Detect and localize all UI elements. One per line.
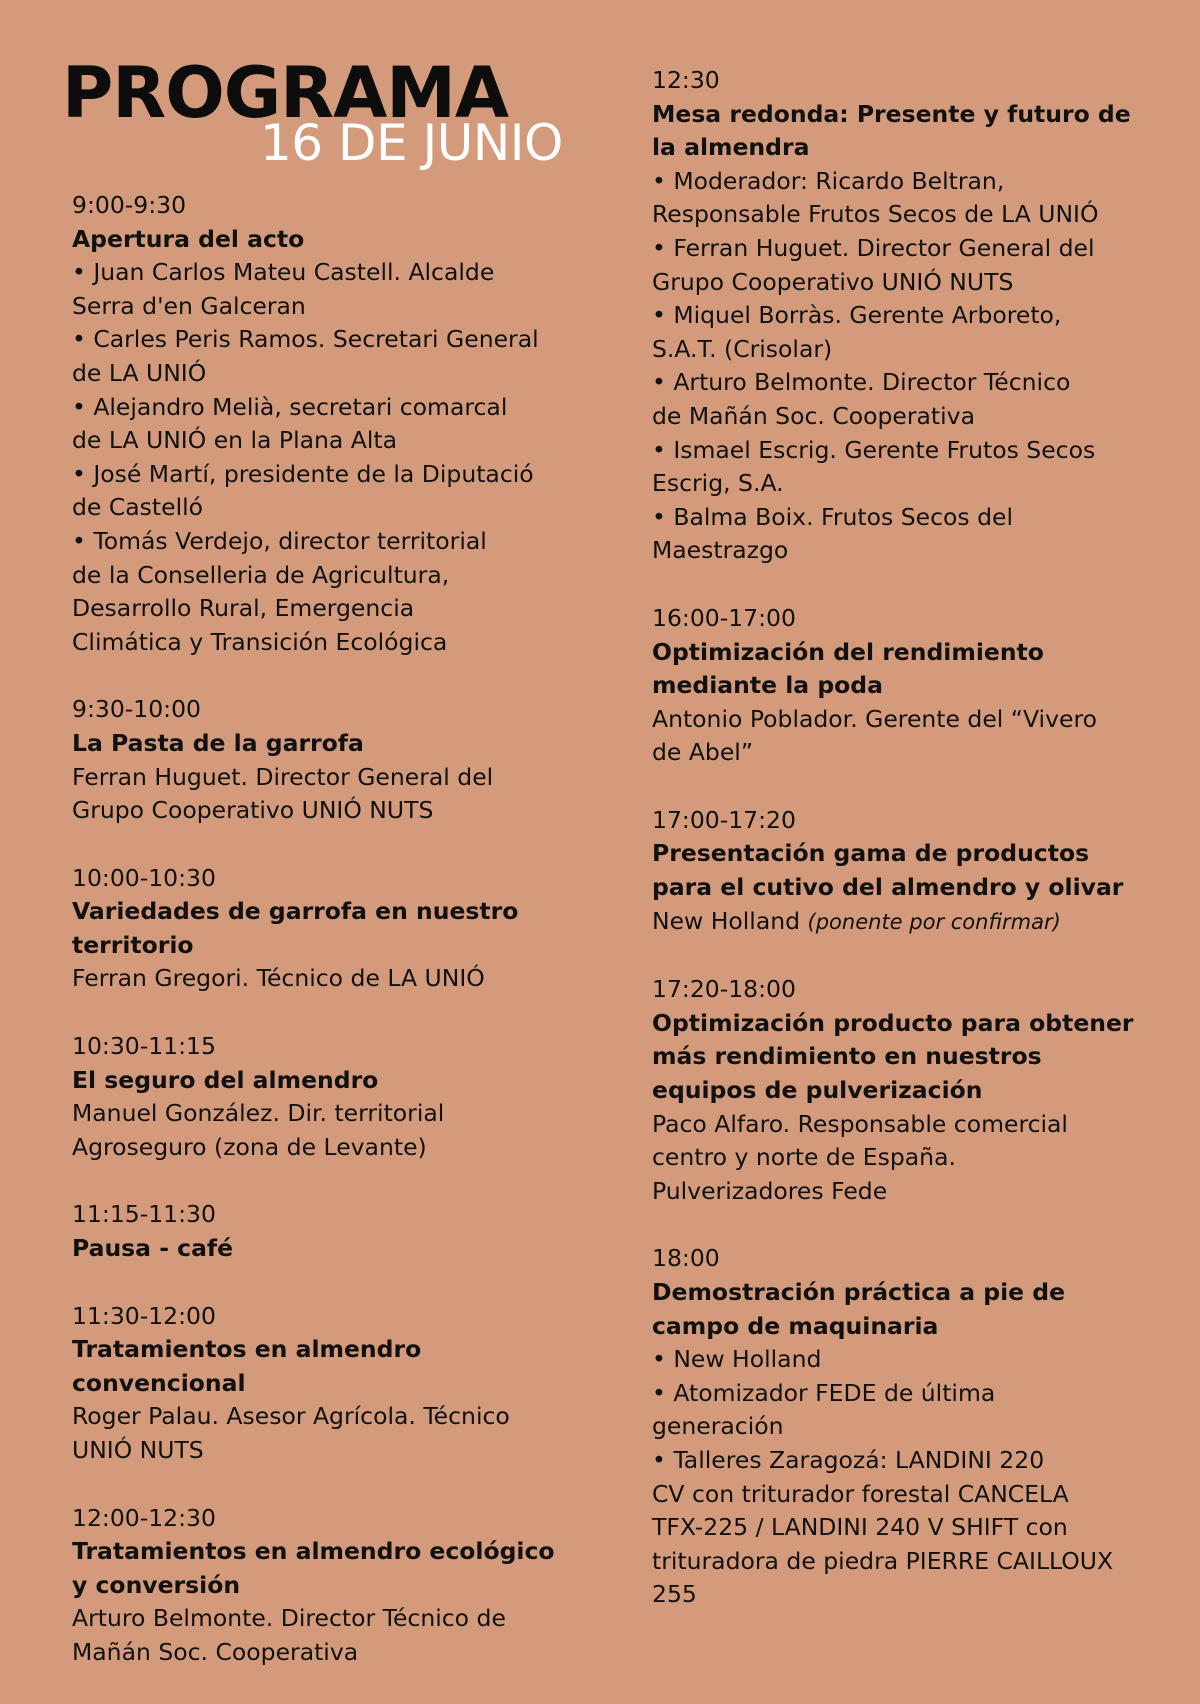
session-line: • Talleres Zaragozá: LANDINI 220 (652, 1445, 1045, 1474)
session-line: • Atomizador FEDE de última (652, 1378, 996, 1407)
session-title: La Pasta de la garrofa (72, 728, 364, 757)
session-line: Agroseguro (zona de Levante) (72, 1132, 427, 1161)
right-column (652, 64, 1192, 1646)
session-time: 12:30 (652, 66, 720, 94)
session-pulverizacion (652, 973, 1192, 1208)
session-line: • Juan Carlos Mateu Castell. Alcalde (72, 258, 495, 287)
speaker-note: (ponente por confirmar) (807, 909, 1061, 934)
session-presentacion-gama (652, 804, 1192, 939)
session-time: 10:00-10:30 (72, 863, 216, 892)
session-title: más rendimiento en nuestros (652, 1042, 1042, 1071)
session-line: Pulverizadores Fede (652, 1176, 888, 1205)
session-line: Ferran Gregori. Técnico de LA UNIÓ (72, 964, 485, 993)
session-time: 16:00-17:00 (652, 603, 796, 632)
session-title: territorio (72, 930, 194, 959)
session-line: • Tomás Verdejo, director territorial (72, 526, 487, 555)
session-line: • New Holland (652, 1345, 822, 1374)
session-title: Mesa redonda: Presente y futuro de (652, 99, 1131, 128)
session-variedades-garrofa (72, 862, 592, 996)
session-title: Tratamientos en almendro (72, 1335, 422, 1364)
session-time: 12:00-12:30 (72, 1503, 216, 1532)
event-date: 16 DE JUNIO (260, 114, 563, 172)
session-line: TFX-225 / LANDINI 240 V SHIFT con (652, 1513, 1068, 1542)
session-time: 11:30-12:00 (72, 1301, 216, 1330)
session-tratamientos-ecologico (72, 1502, 592, 1670)
session-line: Manuel González. Dir. territorial (72, 1099, 445, 1128)
session-line: • Moderador: Ricardo Beltran, (652, 166, 1005, 195)
session-title: Demostración práctica a pie de (652, 1278, 1066, 1306)
session-title: mediante la poda (652, 671, 883, 700)
session-line: • José Martí, presidente de la Diputació (72, 459, 534, 488)
session-line: Maestrazgo (652, 536, 789, 565)
session-line: Responsable Frutos Secos de LA UNIÓ (652, 200, 1099, 229)
session-line: • Ismael Escrig. Gerente Frutos Secos (652, 435, 1096, 464)
session-tratamientos-convencional (72, 1300, 592, 1468)
session-line: de LA UNIÓ en la Plana Alta (72, 426, 398, 455)
session-line: Climática y Transición Ecológica (72, 627, 448, 656)
session-line: de la Conselleria de Agricultura, (72, 560, 450, 589)
session-time: 17:20-18:00 (652, 975, 796, 1004)
session-line: • Balma Boix. Frutos Secos del (652, 502, 1013, 531)
session-line: Serra d'en Galceran (72, 291, 306, 320)
session-line: Grupo Cooperativo UNIÓ NUTS (652, 267, 1014, 296)
session-title: equipos de pulverización (652, 1076, 983, 1105)
session-poda (652, 602, 1192, 770)
session-demostracion (652, 1242, 1192, 1612)
session-line: trituradora de piedra PIERRE CAILLOUX (652, 1546, 1114, 1575)
session-title: Apertura del acto (72, 224, 305, 253)
session-line: • Miquel Borràs. Gerente Arboreto, (652, 301, 1062, 330)
session-title: El seguro del almendro (72, 1065, 379, 1094)
session-title: campo de maquinaria (652, 1311, 939, 1340)
session-line: • Ferran Huguet. Director General del (652, 233, 1095, 262)
session-title: convencional (72, 1368, 246, 1397)
session-line: de Abel” (652, 738, 753, 767)
session-line (652, 905, 1192, 940)
session-speaker: New Holland (652, 906, 801, 935)
session-time: 10:30-11:15 (72, 1032, 216, 1061)
left-column (72, 189, 592, 1704)
session-time: 11:15-11:30 (72, 1200, 216, 1229)
session-line: • Alejandro Melià, secretari comarcal (72, 392, 508, 421)
page-title: PROGRAMA (62, 52, 509, 134)
session-line: Antonio Poblador. Gerente del “Vivero (652, 704, 1097, 733)
session-title: Tratamientos en almendro ecológico (72, 1537, 555, 1566)
session-time: 18:00 (652, 1244, 720, 1273)
session-line: Roger Palau. Asesor Agrícola. Técnico (72, 1402, 510, 1431)
session-line: Paco Alfaro. Responsable comercial (652, 1109, 1068, 1138)
session-time: 9:30-10:00 (72, 695, 201, 724)
session-mesa-redonda (652, 64, 1192, 568)
session-line: de Mañán Soc. Cooperativa (652, 401, 975, 430)
session-line: de LA UNIÓ (72, 358, 207, 387)
session-apertura (72, 189, 592, 659)
session-line: Ferran Huguet. Director General del (72, 762, 494, 791)
session-time: 17:00-17:20 (652, 805, 796, 834)
session-time: 9:00-9:30 (72, 191, 187, 219)
session-pasta-garrofa (72, 693, 592, 827)
session-title: y conversión (72, 1570, 241, 1599)
session-title: Variedades de garrofa en nuestro (72, 897, 519, 926)
session-line: Arturo Belmonte. Director Técnico de (72, 1604, 506, 1633)
session-line: Mañán Soc. Cooperativa (72, 1637, 359, 1666)
session-title: para el cutivo del almendro y olivar (652, 873, 1124, 902)
session-line: generación (652, 1412, 784, 1441)
session-line: CV con triturador forestal CANCELA (652, 1479, 1069, 1508)
session-line: S.A.T. (Crisolar) (652, 334, 833, 363)
session-line: 255 (652, 1580, 697, 1609)
session-line: centro y norte de España. (652, 1143, 956, 1172)
session-line: • Carles Peris Ramos. Secretari General (72, 325, 539, 354)
session-title: Optimización del rendimiento (652, 637, 1044, 666)
session-line: • Arturo Belmonte. Director Técnico (652, 368, 1071, 397)
session-title: la almendra (652, 133, 810, 162)
session-line: Escrig, S.A. (652, 469, 784, 498)
session-line: de Castelló (72, 493, 204, 522)
session-seguro-almendro (72, 1030, 592, 1164)
session-line: Grupo Cooperativo UNIÓ NUTS (72, 796, 434, 825)
session-line: Desarrollo Rural, Emergencia (72, 594, 415, 623)
session-title: Pausa - café (72, 1234, 234, 1263)
session-pausa-cafe (72, 1198, 592, 1265)
session-line: UNIÓ NUTS (72, 1436, 204, 1464)
session-title: Optimización producto para obtener (652, 1008, 1134, 1037)
session-title: Presentación gama de productos (652, 839, 1090, 868)
